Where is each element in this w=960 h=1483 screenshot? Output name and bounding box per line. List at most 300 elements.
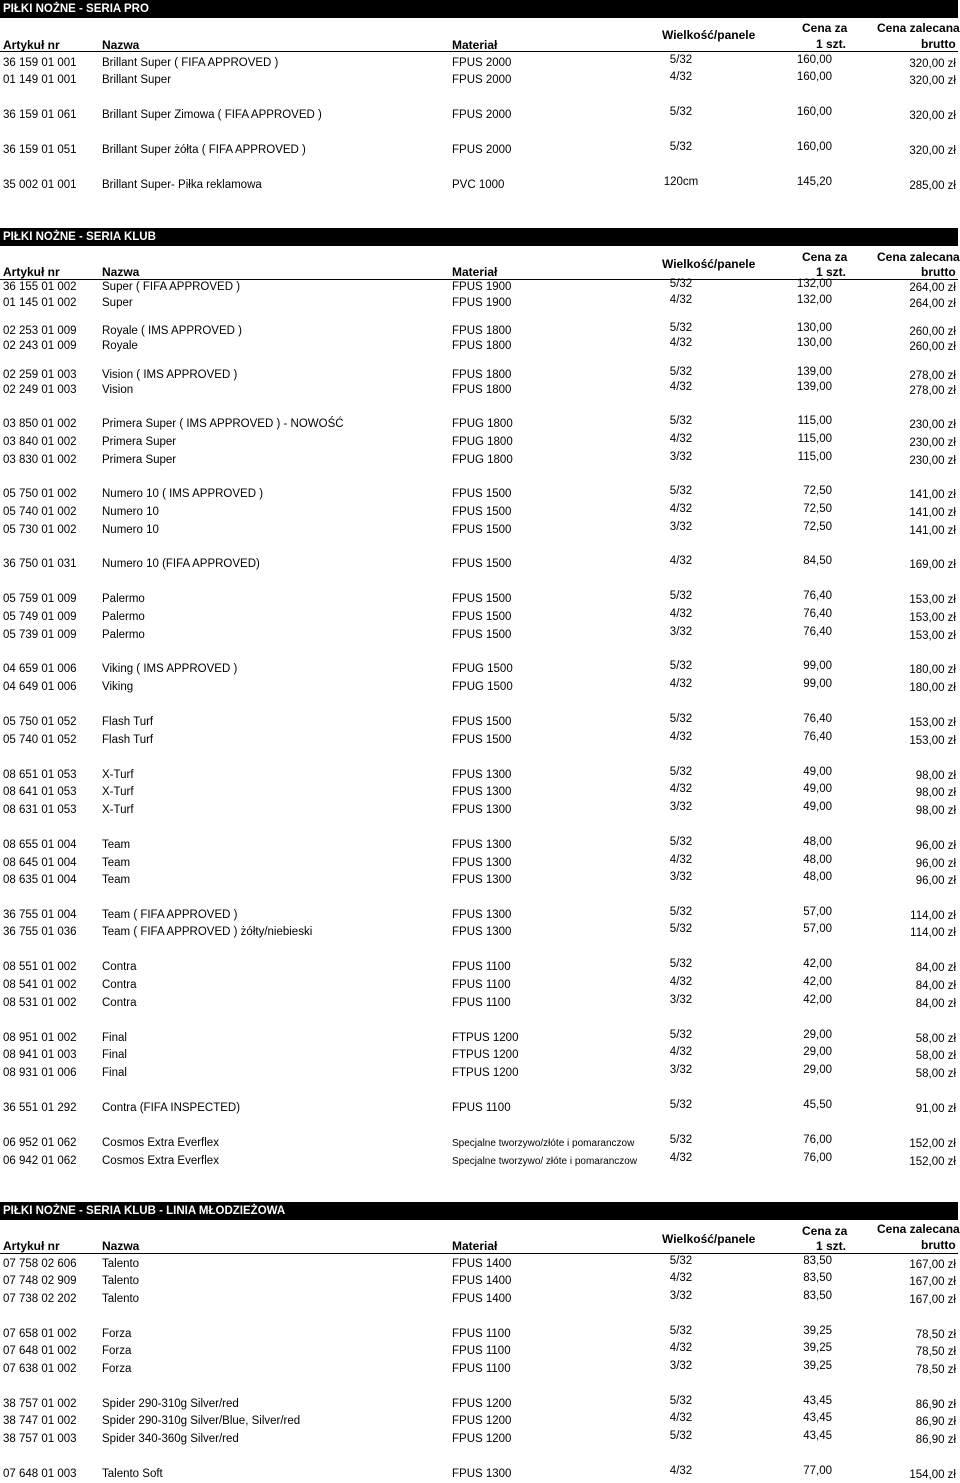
- cell-art: 05 740 01 052: [3, 734, 77, 746]
- cell-size: 3/32: [669, 1360, 693, 1372]
- cell-size: 5/32: [669, 366, 693, 378]
- cell-art: 04 659 01 006: [3, 663, 77, 675]
- section-title: PIŁKI NOŻNE - SERIA KLUB - LINIA MŁODZIEŻOWA: [0, 1202, 958, 1220]
- cell-name: Viking ( IMS APPROVED ): [102, 663, 238, 675]
- table-row: [0, 959, 960, 976]
- cell-name: Numero 10: [102, 506, 159, 518]
- cell-material: FPUS 1400: [452, 1275, 512, 1287]
- cell-size: 3/32: [669, 994, 693, 1006]
- cell-material: PVC 1000: [452, 179, 505, 191]
- table-row: [0, 416, 960, 433]
- header-name: Nazwa: [102, 1239, 140, 1253]
- cell-size: 4/32: [669, 1465, 693, 1477]
- cell-material: FPUG 1500: [452, 663, 513, 675]
- cell-name: Vision: [102, 384, 134, 396]
- cell-material: FPUS 1800: [452, 369, 512, 381]
- header-price-2: 1 szt.: [816, 37, 847, 51]
- cell-gross-price: 114,00 zł: [910, 910, 956, 922]
- cell-material: FPUS 1200: [452, 1398, 512, 1410]
- cell-price: 57,00: [803, 923, 832, 935]
- cell-name: Team: [102, 839, 131, 851]
- cell-price: 72,50: [803, 503, 832, 515]
- cell-price: 160,00: [796, 54, 832, 66]
- cell-size: 5/32: [669, 485, 693, 497]
- table-row: [0, 977, 960, 994]
- cell-size: 3/32: [669, 1290, 693, 1302]
- cell-size: 5/32: [669, 1255, 693, 1267]
- table-row: [0, 295, 960, 312]
- cell-size: 4/32: [669, 294, 693, 306]
- table-row: [0, 1431, 960, 1448]
- cell-material: FPUS 2000: [452, 57, 512, 69]
- cell-size: 5/32: [669, 1395, 693, 1407]
- table-row: [0, 591, 960, 608]
- cell-size: 4/32: [669, 1152, 693, 1164]
- cell-art: 07 658 01 002: [3, 1328, 77, 1340]
- cell-art: 07 648 01 003: [3, 1468, 77, 1480]
- table-row: [0, 714, 960, 731]
- table-row: [0, 855, 960, 872]
- cell-material: FPUS 1900: [452, 281, 512, 293]
- cell-price: 72,50: [803, 485, 832, 497]
- cell-name: Talento: [102, 1293, 140, 1305]
- cell-name: Brillant Super żółta ( FIFA APPROVED ): [102, 144, 306, 156]
- cell-name: Primera Super: [102, 454, 177, 466]
- cell-price: 39,25: [803, 1360, 832, 1372]
- cell-name: Cosmos Extra Everflex: [102, 1137, 219, 1149]
- table-row: [0, 1343, 960, 1360]
- cell-size: 4/32: [669, 783, 693, 795]
- cell-name: Super: [102, 297, 133, 309]
- cell-size: 4/32: [669, 337, 693, 349]
- cell-name: Forza: [102, 1363, 132, 1375]
- table-row: [0, 1466, 960, 1483]
- cell-price: 160,00: [796, 141, 832, 153]
- cell-name: Brillant Super ( FIFA APPROVED ): [102, 57, 279, 69]
- cell-name: Spider 290-310g Silver/Blue, Silver/red: [102, 1415, 301, 1427]
- header-gross-1: Cena zalecana: [877, 21, 960, 35]
- cell-gross-price: 114,00 zł: [910, 927, 956, 939]
- cell-art: 36 155 01 002: [3, 281, 77, 293]
- cell-size: 5/32: [669, 836, 693, 848]
- cell-material: FPUG 1800: [452, 454, 513, 466]
- cell-gross-price: 264,00 zł: [909, 282, 956, 294]
- cell-gross-price: 153,00 zł: [909, 717, 956, 729]
- table-row: [0, 486, 960, 503]
- cell-name: Palermo: [102, 629, 145, 641]
- cell-gross-price: 141,00 zł: [909, 525, 956, 537]
- table-row: [0, 627, 960, 644]
- cell-gross-price: 278,00 zł: [909, 385, 956, 397]
- cell-material: FPUS 1300: [452, 839, 512, 851]
- cell-price: 83,50: [803, 1290, 832, 1302]
- cell-material: Specjalne tworzywo/złóte i pomaranczow: [452, 1138, 635, 1149]
- cell-gross-price: 153,00 zł: [909, 594, 956, 606]
- cell-name: Team ( FIFA APPROVED ): [102, 909, 238, 921]
- cell-art: 08 931 01 006: [3, 1067, 77, 1079]
- header-price-2: 1 szt.: [816, 1239, 847, 1253]
- header-rule: [0, 1253, 958, 1254]
- table-row: [0, 1047, 960, 1064]
- header-name: Nazwa: [102, 38, 140, 52]
- cell-gross-price: 285,00 zł: [909, 180, 956, 192]
- cell-gross-price: 91,00 zł: [915, 1103, 956, 1115]
- cell-size: 5/32: [669, 415, 693, 427]
- cell-material: FPUS 1500: [452, 716, 512, 728]
- table-row: [0, 55, 960, 72]
- cell-art: 03 850 01 002: [3, 418, 77, 430]
- cell-material: FPUS 2000: [452, 144, 512, 156]
- cell-name: Super ( FIFA APPROVED ): [102, 281, 241, 293]
- cell-gross-price: 180,00 zł: [909, 682, 956, 694]
- cell-art: 36 755 01 004: [3, 909, 77, 921]
- cell-name: Flash Turf: [102, 734, 154, 746]
- header-price-1: Cena za: [802, 21, 848, 35]
- cell-art: 35 002 01 001: [3, 179, 77, 191]
- cell-name: Cosmos Extra Everflex: [102, 1155, 219, 1167]
- cell-material: FPUS 1500: [452, 488, 512, 500]
- cell-art: 07 758 02 606: [3, 1258, 77, 1270]
- cell-gross-price: 167,00 zł: [909, 1294, 956, 1306]
- cell-gross-price: 167,00 zł: [909, 1259, 956, 1271]
- cell-price: 130,00: [796, 337, 832, 349]
- cell-art: 01 149 01 001: [3, 74, 77, 86]
- header-price-1: Cena za: [802, 250, 848, 264]
- cell-art: 36 159 01 051: [3, 144, 77, 156]
- cell-art: 06 942 01 062: [3, 1155, 77, 1167]
- header-gross-2: brutto: [921, 37, 956, 51]
- header-price-1: Cena za: [802, 1224, 848, 1238]
- cell-price: 39,25: [803, 1342, 832, 1354]
- cell-material: FPUS 1500: [452, 629, 512, 641]
- header-rule: [0, 51, 958, 52]
- cell-price: 42,00: [803, 976, 832, 988]
- cell-name: Numero 10 ( IMS APPROVED ): [102, 488, 264, 500]
- header-gross-1: Cena zalecana: [877, 1222, 960, 1236]
- cell-art: 08 645 01 004: [3, 857, 77, 869]
- cell-size: 5/32: [669, 1430, 693, 1442]
- cell-name: Contra: [102, 997, 137, 1009]
- cell-size: 5/32: [669, 958, 693, 970]
- cell-material: FPUS 2000: [452, 74, 512, 86]
- cell-price: 29,00: [803, 1029, 832, 1041]
- table-row: [0, 872, 960, 889]
- cell-name: Royale ( IMS APPROVED ): [102, 325, 242, 337]
- cell-gross-price: 84,00 zł: [915, 962, 956, 974]
- cell-material: FPUS 1500: [452, 611, 512, 623]
- cell-material: FPUS 1300: [452, 874, 512, 886]
- cell-name: Brillant Super- Piłka reklamowa: [102, 179, 262, 191]
- cell-price: 115,00: [797, 433, 832, 445]
- cell-material: FPUG 1800: [452, 418, 513, 430]
- cell-size: 3/32: [669, 1064, 693, 1076]
- cell-size: 4/32: [669, 1412, 693, 1424]
- cell-size: 3/32: [669, 521, 693, 533]
- cell-price: 43,45: [803, 1395, 832, 1407]
- cell-gross-price: 78,50 zł: [915, 1364, 956, 1376]
- cell-size: 5/32: [669, 278, 693, 290]
- column-header: [0, 18, 960, 52]
- cell-gross-price: 260,00 zł: [909, 326, 956, 338]
- header-price-2: 1 szt.: [816, 265, 847, 279]
- cell-name: Team ( FIFA APPROVED ) żółty/niebieski: [102, 926, 313, 938]
- header-size: Wielkość/panele: [662, 257, 756, 271]
- table-row: [0, 338, 960, 355]
- cell-art: 08 551 01 002: [3, 961, 77, 973]
- cell-material: Specjalne tworzywo/ złóte i pomaranczow: [452, 1156, 638, 1167]
- cell-price: 29,00: [803, 1064, 832, 1076]
- table-row: [0, 1273, 960, 1290]
- cell-art: 07 648 01 002: [3, 1345, 77, 1357]
- table-row: [0, 837, 960, 854]
- cell-size: 4/32: [669, 1342, 693, 1354]
- cell-price: 160,00: [796, 71, 832, 83]
- cell-gross-price: 96,00 zł: [915, 875, 956, 887]
- cell-art: 05 740 01 002: [3, 506, 77, 518]
- cell-gross-price: 84,00 zł: [915, 998, 956, 1010]
- table-row: [0, 1100, 960, 1117]
- cell-size: 4/32: [669, 854, 693, 866]
- table-row: [0, 452, 960, 469]
- column-header: [0, 246, 960, 280]
- table-row: [0, 1361, 960, 1378]
- cell-gross-price: 320,00 zł: [909, 75, 956, 87]
- header-art: Artykuł nr: [3, 1239, 60, 1253]
- cell-name: Talento: [102, 1275, 140, 1287]
- header-material: Materiał: [452, 265, 498, 279]
- cell-name: Flash Turf: [102, 716, 154, 728]
- cell-size: 3/32: [669, 871, 693, 883]
- cell-price: 48,00: [803, 836, 832, 848]
- cell-gross-price: 86,90 zł: [915, 1416, 956, 1428]
- cell-price: 99,00: [803, 660, 832, 672]
- cell-size: 5/32: [669, 54, 693, 66]
- cell-gross-price: 278,00 zł: [909, 370, 956, 382]
- cell-price: 76,40: [803, 590, 832, 602]
- table-row: [0, 1153, 960, 1170]
- cell-size: 3/32: [669, 451, 693, 463]
- cell-name: X-Turf: [102, 786, 134, 798]
- cell-art: 03 830 01 002: [3, 454, 77, 466]
- cell-size: 3/32: [669, 626, 693, 638]
- cell-name: Brillant Super: [102, 74, 172, 86]
- table-row: [0, 679, 960, 696]
- cell-name: Numero 10 (FIFA APPROVED): [102, 558, 260, 570]
- cell-art: 08 531 01 002: [3, 997, 77, 1009]
- cell-art: 05 750 01 002: [3, 488, 77, 500]
- table-row: [0, 661, 960, 678]
- cell-price: 76,40: [803, 626, 832, 638]
- cell-gross-price: 141,00 zł: [909, 507, 956, 519]
- cell-art: 02 253 01 009: [3, 325, 77, 337]
- cell-size: 4/32: [669, 503, 693, 515]
- cell-art: 08 635 01 004: [3, 874, 77, 886]
- cell-size: 4/32: [669, 976, 693, 988]
- cell-size: 4/32: [669, 1046, 693, 1058]
- cell-size: 5/32: [669, 923, 693, 935]
- cell-gross-price: 78,50 zł: [915, 1346, 956, 1358]
- cell-name: Forza: [102, 1328, 132, 1340]
- header-gross-2: brutto: [921, 265, 956, 279]
- cell-name: Contra: [102, 961, 137, 973]
- cell-price: 49,00: [803, 783, 832, 795]
- cell-price: 83,50: [803, 1255, 832, 1267]
- cell-name: Viking: [102, 681, 134, 693]
- table-row: [0, 107, 960, 124]
- cell-material: FPUS 1500: [452, 593, 512, 605]
- cell-material: FPUS 1300: [452, 804, 512, 816]
- cell-gross-price: 154,00 zł: [909, 1469, 956, 1481]
- cell-size: 4/32: [669, 433, 693, 445]
- table-row: [0, 732, 960, 749]
- cell-art: 02 249 01 003: [3, 384, 77, 396]
- cell-size: 5/32: [669, 1325, 693, 1337]
- table-row: [0, 924, 960, 941]
- cell-gross-price: 153,00 zł: [909, 612, 956, 624]
- cell-art: 07 748 02 909: [3, 1275, 77, 1287]
- cell-price: 49,00: [803, 801, 832, 813]
- cell-gross-price: 58,00 zł: [915, 1033, 956, 1045]
- cell-material: FPUS 1100: [452, 1345, 511, 1357]
- cell-price: 84,50: [803, 555, 832, 567]
- table-row: [0, 72, 960, 89]
- cell-material: FPUS 1200: [452, 1433, 512, 1445]
- cell-name: Contra (FIFA INSPECTED): [102, 1102, 241, 1114]
- cell-art: 38 757 01 002: [3, 1398, 77, 1410]
- cell-price: 43,45: [803, 1430, 832, 1442]
- cell-gross-price: 264,00 zł: [909, 298, 956, 310]
- cell-art: 04 649 01 006: [3, 681, 77, 693]
- cell-material: FPUS 1800: [452, 384, 512, 396]
- cell-name: Numero 10: [102, 524, 159, 536]
- table-row: [0, 556, 960, 573]
- cell-art: 38 747 01 002: [3, 1415, 77, 1427]
- cell-name: Primera Super: [102, 436, 177, 448]
- header-material: Materiał: [452, 38, 498, 52]
- cell-gross-price: 58,00 zł: [915, 1050, 956, 1062]
- cell-size: 4/32: [669, 555, 693, 567]
- table-row: [0, 1135, 960, 1152]
- cell-art: 08 641 01 053: [3, 786, 77, 798]
- cell-name: Palermo: [102, 593, 145, 605]
- cell-gross-price: 86,90 zł: [915, 1399, 956, 1411]
- cell-name: Final: [102, 1067, 127, 1079]
- cell-size: 4/32: [669, 608, 693, 620]
- cell-gross-price: 152,00 zł: [909, 1156, 956, 1168]
- table-row: [0, 177, 960, 194]
- cell-price: 76,40: [803, 713, 832, 725]
- cell-art: 08 941 01 003: [3, 1049, 77, 1061]
- cell-material: FPUS 1500: [452, 734, 512, 746]
- cell-price: 132,00: [796, 294, 832, 306]
- cell-material: FPUS 1300: [452, 857, 512, 869]
- cell-art: 08 631 01 053: [3, 804, 77, 816]
- cell-gross-price: 167,00 zł: [909, 1276, 956, 1288]
- table-row: [0, 907, 960, 924]
- cell-price: 29,00: [803, 1046, 832, 1058]
- cell-price: 45,50: [803, 1099, 832, 1111]
- cell-material: FPUS 1300: [452, 786, 512, 798]
- cell-material: FPUS 1500: [452, 506, 512, 518]
- header-art: Artykuł nr: [3, 265, 60, 279]
- cell-material: FTPUS 1200: [452, 1049, 519, 1061]
- cell-gross-price: 141,00 zł: [909, 489, 956, 501]
- cell-gross-price: 169,00 zł: [909, 559, 956, 571]
- cell-gross-price: 230,00 zł: [909, 455, 956, 467]
- cell-price: 43,45: [803, 1412, 832, 1424]
- cell-name: Palermo: [102, 611, 145, 623]
- table-row: [0, 1065, 960, 1082]
- cell-material: FTPUS 1200: [452, 1067, 519, 1079]
- header-size: Wielkość/panele: [662, 28, 756, 42]
- table-row: [0, 1413, 960, 1430]
- cell-price: 76,00: [803, 1134, 832, 1146]
- cell-gross-price: 58,00 zł: [915, 1068, 956, 1080]
- section-title: PIŁKI NOŻNE - SERIA PRO: [0, 0, 958, 18]
- header-gross-1: Cena zalecana: [877, 250, 960, 264]
- cell-material: FPUS 1800: [452, 340, 512, 352]
- cell-price: 160,00: [796, 106, 832, 118]
- cell-material: FPUS 1300: [452, 926, 512, 938]
- cell-name: X-Turf: [102, 769, 134, 781]
- cell-art: 05 749 01 009: [3, 611, 77, 623]
- cell-material: FPUS 1200: [452, 1415, 512, 1427]
- cell-material: FPUS 1100: [452, 1363, 511, 1375]
- cell-price: 76,40: [803, 608, 832, 620]
- cell-art: 01 145 01 002: [3, 297, 77, 309]
- cell-art: 08 655 01 004: [3, 839, 77, 851]
- cell-price: 132,00: [796, 278, 832, 290]
- cell-art: 07 638 01 002: [3, 1363, 77, 1375]
- cell-material: FPUS 2000: [452, 109, 512, 121]
- cell-size: 5/32: [669, 322, 693, 334]
- cell-material: FPUS 1300: [452, 1468, 512, 1480]
- cell-art: 05 759 01 009: [3, 593, 77, 605]
- cell-name: Royale: [102, 340, 138, 352]
- cell-size: 5/32: [669, 106, 693, 118]
- cell-size: 5/32: [669, 141, 693, 153]
- cell-gross-price: 153,00 zł: [909, 630, 956, 642]
- cell-name: Final: [102, 1049, 127, 1061]
- cell-size: 5/32: [669, 1029, 693, 1041]
- cell-price: 42,00: [803, 994, 832, 1006]
- cell-gross-price: 320,00 zł: [909, 145, 956, 157]
- cell-name: Vision ( IMS APPROVED ): [102, 369, 238, 381]
- cell-name: Talento: [102, 1258, 140, 1270]
- cell-material: FPUS 1500: [452, 558, 512, 570]
- cell-material: FPUS 1400: [452, 1258, 512, 1270]
- cell-art: 36 750 01 031: [3, 558, 77, 570]
- cell-size: 4/32: [669, 678, 693, 690]
- cell-art: 08 951 01 002: [3, 1032, 77, 1044]
- table-row: [0, 382, 960, 399]
- cell-size: 5/32: [669, 713, 693, 725]
- cell-material: FPUG 1800: [452, 436, 513, 448]
- cell-price: 83,50: [803, 1272, 832, 1284]
- table-row: [0, 1326, 960, 1343]
- cell-gross-price: 84,00 zł: [915, 980, 956, 992]
- cell-size: 5/32: [669, 906, 693, 918]
- cell-size: 3/32: [669, 801, 693, 813]
- table-row: [0, 142, 960, 159]
- cell-material: FPUG 1500: [452, 681, 513, 693]
- cell-gross-price: 260,00 zł: [909, 341, 956, 353]
- cell-art: 36 551 01 292: [3, 1102, 77, 1114]
- cell-gross-price: 152,00 zł: [909, 1138, 956, 1150]
- cell-art: 06 952 01 062: [3, 1137, 77, 1149]
- cell-gross-price: 320,00 zł: [909, 58, 956, 70]
- cell-name: Talento Soft: [102, 1468, 163, 1480]
